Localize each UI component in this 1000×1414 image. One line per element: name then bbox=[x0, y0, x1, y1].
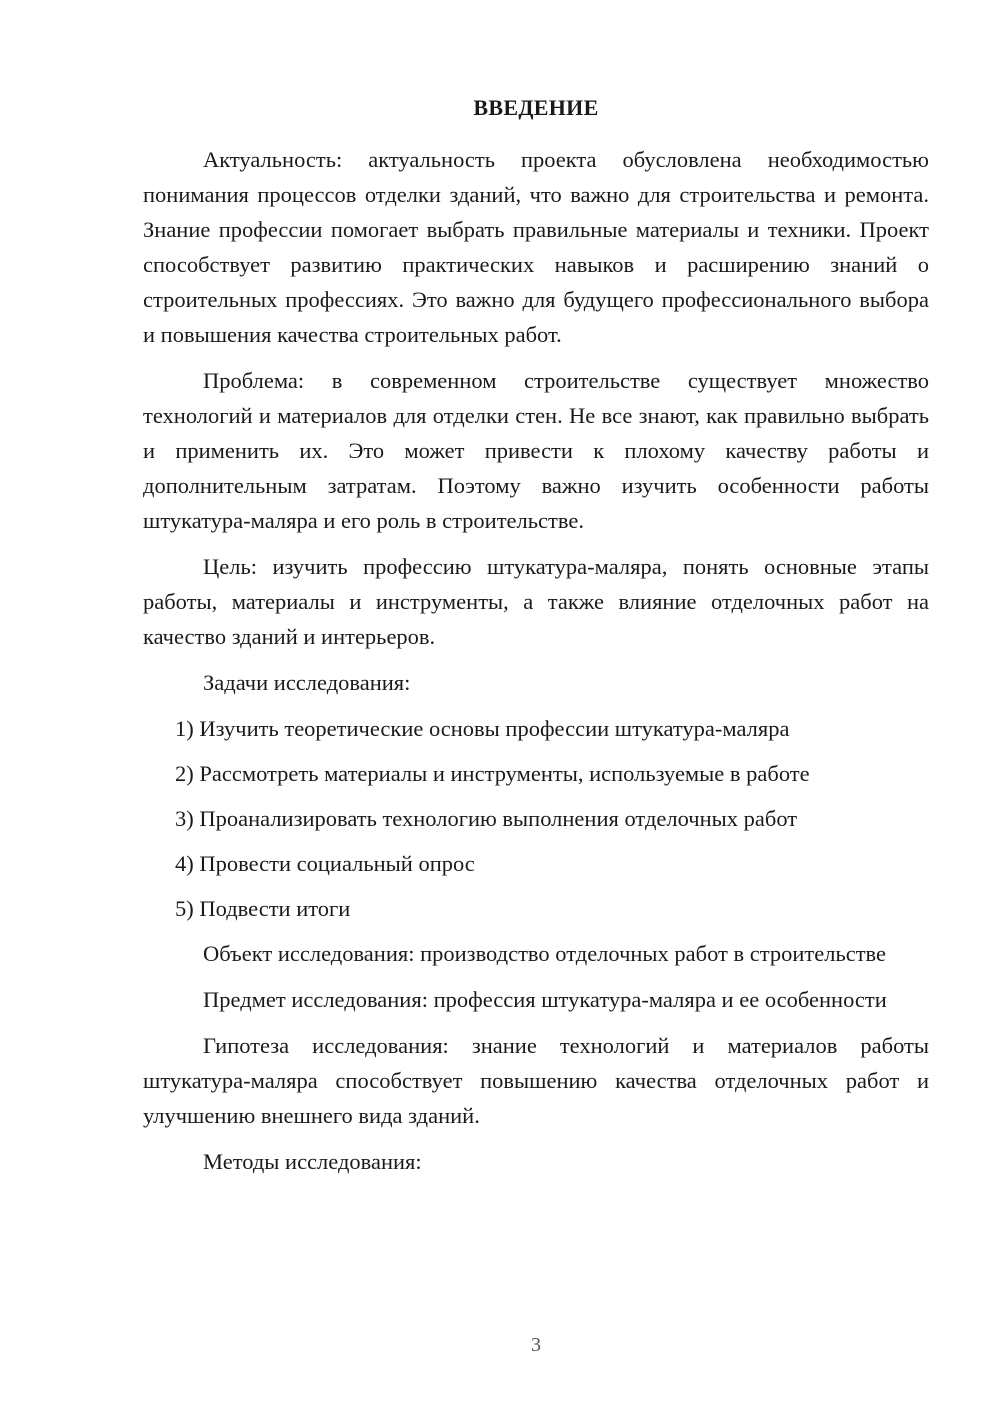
tasks-list bbox=[143, 711, 929, 926]
paragraph-subject: Предмет исследования: профессия штукатура-маляра и ее особенности bbox=[203, 987, 887, 1012]
page-number: 3 bbox=[531, 1334, 541, 1356]
list-item: 2) Рассмотреть материалы и инструменты, используемые в работе bbox=[175, 761, 810, 786]
list-item: 5) Подвести итоги bbox=[175, 896, 351, 921]
paragraph-problem: Проблема: в современном строительстве существует множество технологий и материалов для отделки стен. Не все знают, как правильно выбрать и применить их. Это может привести к плохому качеству работы и дополнительным затратам. Поэтому важно изучить особенности работы штукатура-маляра и его роль в строительстве. bbox=[143, 368, 929, 533]
paragraph-tasks-heading: Задачи исследования: bbox=[203, 670, 411, 695]
list-item: 4) Провести социальный опрос bbox=[175, 851, 475, 876]
list-item: 1) Изучить теоретические основы профессии штукатура-маляра bbox=[175, 716, 790, 741]
paragraph-goal: Цель: изучить профессию штукатура-маляра, понять основные этапы работы, материалы и инструменты, а также влияние отделочных работ на качество зданий и интерьеров. bbox=[143, 554, 929, 649]
paragraph-methods: Методы исследования: bbox=[203, 1149, 422, 1174]
document-body bbox=[143, 142, 929, 1190]
paragraph-hypothesis: Гипотеза исследования: знание технологий и материалов работы штукатура-маляра способствует повышению качества отделочных работ и улучшению внешнего вида зданий. bbox=[143, 1033, 929, 1128]
page-title: ВВЕДЕНИЕ bbox=[473, 95, 599, 120]
paragraph-object: Объект исследования: производство отделочных работ в строительстве bbox=[203, 941, 887, 966]
paragraph-relevance: Актуальность: актуальность проекта обусловлена необходимостью понимания процессов отделки зданий, что важно для строительства и ремонта. Знание профессии помогает выбрать правильные материалы и техники. Проект способствует развитию практических навыков и расширению знаний о строительных профессиях. Это важно для будущего профессионального выбора и повышения качества строительных работ. bbox=[143, 147, 929, 347]
list-item: 3) Проанализировать технологию выполнения отделочных работ bbox=[175, 806, 798, 831]
